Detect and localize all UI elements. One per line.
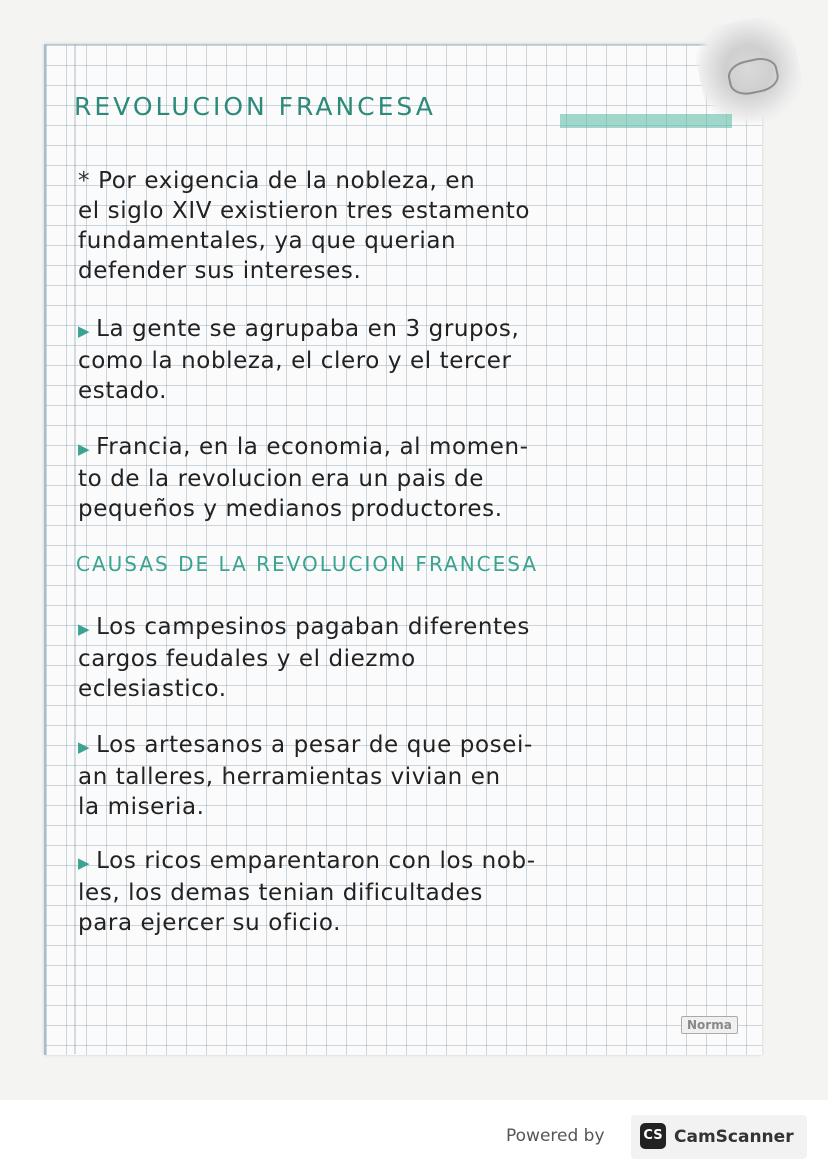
point-line: La gente se agrupaba en 3 grupos, bbox=[96, 316, 520, 342]
cause-line: para ejercer su oficio. bbox=[78, 910, 342, 936]
point-paragraph bbox=[78, 314, 738, 406]
point-line: Francia, en la economia, al momen- bbox=[96, 434, 529, 460]
intro-line: el siglo XIV existieron tres estamento bbox=[78, 198, 531, 224]
point-line: estado. bbox=[78, 378, 168, 404]
intro-paragraph bbox=[78, 166, 738, 286]
intro-line: Por exigencia de la nobleza, en bbox=[98, 168, 476, 194]
title-highlight bbox=[560, 114, 732, 128]
triangle-bullet-icon: ▶ bbox=[78, 620, 91, 638]
cause-line: eclesiastico. bbox=[78, 676, 227, 702]
causes-title: CAUSAS DE LA REVOLUCION FRANCESA bbox=[76, 552, 539, 576]
cause-line: Los ricos emparentaron con los nob- bbox=[96, 848, 536, 874]
cause-paragraph bbox=[78, 846, 738, 938]
point-line: como la nobleza, el clero y el tercer bbox=[78, 348, 512, 374]
camscanner-logo-icon: CS bbox=[640, 1123, 666, 1149]
cause-line: la miseria. bbox=[78, 794, 205, 820]
point-line: to de la revolucion era un pais de bbox=[78, 466, 485, 492]
point-paragraph bbox=[78, 432, 738, 524]
point-line: pequeños y medianos productores. bbox=[78, 496, 503, 522]
cause-line: cargos feudales y el diezmo bbox=[78, 646, 416, 672]
camscanner-name: CamScanner bbox=[674, 1127, 794, 1147]
asterisk-icon: * bbox=[78, 168, 91, 194]
triangle-bullet-icon: ▶ bbox=[78, 322, 91, 340]
triangle-bullet-icon: ▶ bbox=[78, 440, 91, 458]
cause-line: les, los demas tenian dificultades bbox=[78, 880, 483, 906]
cause-paragraph bbox=[78, 730, 738, 822]
margin-line bbox=[74, 44, 76, 1054]
triangle-bullet-icon: ▶ bbox=[78, 738, 91, 756]
cause-line: Los campesinos pagaban diferentes bbox=[96, 614, 530, 640]
triangle-bullet-icon: ▶ bbox=[78, 854, 91, 872]
notebook-brand-logo: Norma bbox=[681, 1016, 738, 1034]
cause-line: Los artesanos a pesar de que posei- bbox=[96, 732, 533, 758]
intro-line: fundamentales, ya que querian bbox=[78, 228, 457, 254]
intro-line: defender sus intereses. bbox=[78, 258, 362, 284]
cause-paragraph bbox=[78, 612, 738, 704]
powered-by-label: Powered by bbox=[506, 1126, 605, 1146]
page-title: REVOLUCION FRANCESA bbox=[74, 92, 436, 121]
cause-line: an talleres, herramientas vivian en bbox=[78, 764, 501, 790]
